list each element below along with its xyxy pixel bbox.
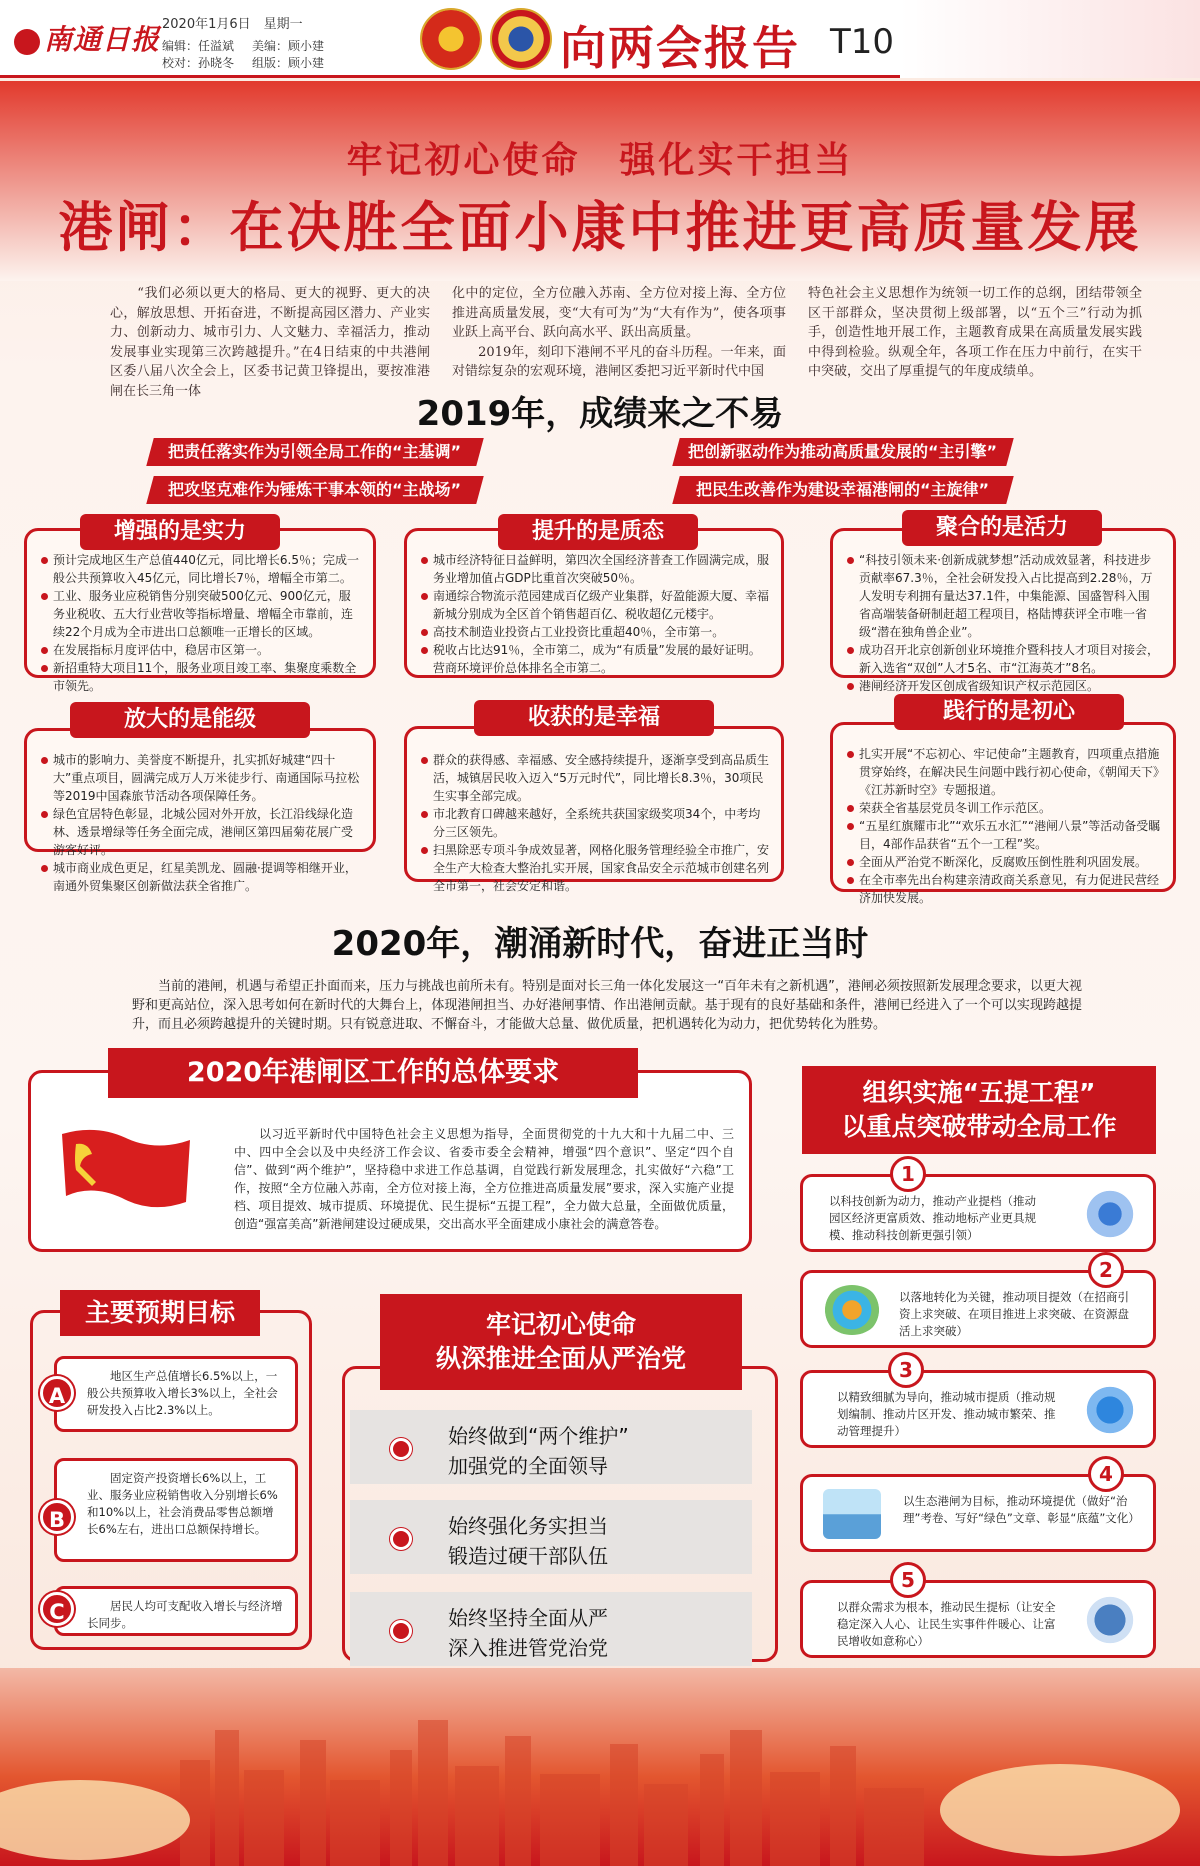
achievement-list [41,551,361,695]
party-item-line1: 始终做到“两个维护” [448,1424,629,1448]
party-item-line2: 锻造过硬干部队伍 [448,1544,608,1568]
list-item: 群众的获得感、幸福感、安全感持续提升，逐渐享受到高品质生活，城镇居民收入迈入“5万元时代”，同比增长8.3％，30项民生实事全部完成。 [421,751,769,805]
project-card-3 [800,1370,1156,1448]
party-item-2 [350,1500,752,1574]
project-number-badge: 1 [890,1156,926,1192]
project-text: 以生态港闸为目标，推动环境提优（做好“治理”考卷、写好“绿色”文章、彰显“底蕴”文化） [903,1494,1140,1525]
list-item: 在发展指标月度评估中，稳居市区第一。 [41,641,361,659]
section-2019-heading: 2019年，成绩来之不易 [416,394,784,434]
proofreader-credit: 校对：孙晓冬 [162,56,235,70]
party-item-line2: 深入推进管党治党 [448,1636,608,1660]
tech-icon [1081,1189,1139,1239]
overall-requirements-title: 2020年港闸区工作的总体要求 [108,1048,638,1098]
five-projects-title-line1: 组织实施“五提工程” [862,1078,1096,1107]
project-number-badge: 5 [890,1562,926,1598]
party-flag-icon [56,1124,196,1212]
page-section-title: 向两会报告 [560,21,800,75]
issue-date: 2020年1月6日 星期一 [162,17,303,32]
achievement-box-mission [830,722,1176,905]
goal-card-a [54,1356,298,1432]
achievement-box-vitality [830,528,1176,693]
party-item-line1: 始终强化务实担当 [448,1514,608,1538]
theme-pill-label: 把攻坚克难作为锤炼干事本领的“主战场” [168,480,462,499]
list-item: 荣获全省基层党员冬训工作示范区。 [847,799,1161,817]
project-number-badge: 2 [1088,1252,1124,1288]
list-item: 南通综合物流示范园建成百亿级产业集群，好盈能源大厦、幸福新城分别成为全区首个销售超百亿、税收超亿元楼宇。 [421,587,769,623]
project-text: 以群众需求为根本，推动民生提标（让安全稳定深入人心、让民生实事件件暖心、让富民增收如意称心） [837,1600,1056,1648]
newspaper-logo[interactable] [14,18,160,58]
head-icon [1081,1595,1139,1645]
masthead-decoration [900,0,1200,78]
party-item-line1: 始终坚持全面从严 [448,1606,608,1630]
goal-card-b [54,1458,298,1562]
party-item-1 [350,1410,752,1484]
project-text: 以精致细腻为导向，推动城市提质（推动规划编制、推动片区开发、推动城市繁荣、推动管理提升） [837,1390,1056,1438]
theme-pill-label: 把民生改善作为建设幸福港闸的“主旋律” [696,480,990,499]
list-item: 高技术制造业投资占工业投资比重超40％，全市第一。 [421,623,769,641]
cppcc-emblem-icon [490,8,552,70]
masthead [0,0,1200,78]
box-title-mission: 践行的是初心 [894,694,1124,730]
list-item: 预计完成地区生产总值440亿元，同比增长6.5％；完成一般公共预算收入45亿元，同比增长7％，增幅全市第二。 [41,551,361,587]
list-item: “科技引领未来·创新成就梦想”活动成效显著，科技进步贡献率67.3％，全社会研发投入占比提高到2.28％，万人发明专利拥有量达37.1件，中集能源、国盛智科入围省高端装备研制赶超工程项目，格陆博获评全市唯一省级“潜在独角兽企业”。 [847,551,1161,641]
achievement-box-happiness [404,726,784,893]
city-skyline-icon [0,1700,1200,1866]
list-item: 城市商业成色更足，红星美凯龙、圆融·提调等相继开业，南通外贸集聚区创新做法获全省推广。 [41,859,361,895]
list-item: 城市经济特征日益鲜明，第四次全国经济普查工作圆满完成，服务业增加值占GDP比重首次突破50％。 [421,551,769,587]
project-card-5 [800,1580,1156,1658]
globe-icon [1081,1385,1139,1435]
project-card-1 [800,1174,1156,1252]
list-item: 市北教育口碑越来越好，全系统共获国家级奖项34个，中考均分三区领先。 [421,805,769,841]
layout-credit: 组版：顾小建 [252,56,325,70]
box-title-vitality: 聚合的是活力 [902,510,1102,546]
logo-text: 南通日报 [44,23,161,56]
box-title-happiness: 收获的是幸福 [474,700,714,736]
list-item: 工业、服务业应税销售分别突破500亿元、900亿元，服务业税收、五大行业营收等指标增量、增幅全市靠前，连续22个月成为全市进出口总额唯一正增长的区域。 [41,587,361,641]
logo-mark-icon [14,29,40,55]
goal-card-c [54,1586,298,1636]
five-projects-title-line2: 以重点突破带动全局工作 [841,1112,1117,1141]
party-item-3 [350,1592,752,1666]
intro-column-2: 化中的定位，全方位融入苏南、全方位对接上海、全方位推进高质量发展，变“大有可为”为“大有作为”，使各项事业跃上高平台、跃向高水平、跃出高质量。 2019年，刻印下港闸不平凡的奋斗历程。一年来，面对错综复杂的宏观环境，港闸区委把习近平新时代中国 [452,286,786,379]
editor-credit: 编辑：任溢斌 [162,39,235,53]
theme-pill-3 [146,476,484,504]
project-text: 以科技创新为动力，推动产业提档（推动园区经济更富质效、推动地标产业更具规模、推动科技创新更强引领） [829,1194,1036,1242]
bullet-dot-icon [390,1528,412,1550]
theme-pill-4 [672,476,1014,504]
project-number-badge: 4 [1088,1456,1124,1492]
intro-column-1: “我们必须以更大的格局、更大的视野、更大的决心，解放思想、开拓奋进，不断提高园区潜力、产业实力、创新动力、城市引力、人文魅力、幸福活力，推动发展事业实现第三次跨越提升。”在4日结束的中共港闸区委八届八次全会上，区委书记黄卫锋提出，要按准港闸在长三角一体 [110,286,430,399]
designer-credit: 美编：顾小建 [252,39,325,53]
list-item: 成功召开北京创新创业环境推介暨科技人才项目对接会，新入选省“双创”人才5名、市“江海英才”8名。 [847,641,1161,677]
goal-letter-badge: A [40,1376,74,1410]
theme-pill-1 [146,438,484,466]
goals-title: 主要预期目标 [60,1290,260,1336]
headline: 港闸：在决胜全面小康中推进更高质量发展 [58,196,1142,259]
box-title-quality: 提升的是质态 [498,514,698,550]
party-title-line1: 牢记初心使命 [485,1310,636,1339]
overall-requirements-text: 以习近平新时代中国特色社会主义思想为指导，全面贯彻党的十九大和十九届二中、三中、四中全会以及中央经济工作会议、省委市委全会精神，增强“四个意识”、坚定“四个自信”、做到“两个维护”，坚持稳中求进工作总基调，自觉践行新发展理念，扎实做好“六稳”工作，按照“全方位融入苏南，全方位对接上海，全方位推进高质量发展”要求，深入实施产业提档、项目提效、城市提质、环境提优、民生提标“五提工程”，全力做大总量，全面做优质量，创造“强富美高”新港闸建设过硬成果，交出高水平全面建成小康社会的满意答卷。 [234,1127,734,1231]
achievement-box-scale [24,728,376,893]
page-number: T10 [830,22,895,62]
achievement-list [847,745,1161,907]
list-item: 城市的影响力、美誉度不断提升，扎实抓好城建“四十大”重点项目，圆满完成万人万米徒步行、南通国际马拉松等2019中国森旅节活动各项保障任务。 [41,751,361,805]
section-2020-heading: 2020年，潮涌新时代，奋进正当时 [331,924,869,964]
box-title-strength: 增强的是实力 [80,514,280,550]
intro-column-3: 特色社会主义思想作为统领一切工作的总纲，团结带领全区干部群众，坚决贯彻上级部署，以“五个三”行动为抓手，创造性地开展工作，主题教育成果在高质量发展实践中得到检验。纵观全年，各项工作在压力中前行，在实干中突破，交出了厚重提气的年度成绩单。 [808,286,1142,379]
achievement-list [421,551,769,677]
theme-pill-label: 把责任落实作为引领全局工作的“主基调” [168,442,462,461]
list-item: 港闸经济开发区创成省级知识产权示范园区。 [847,677,1161,695]
five-projects-title [802,1066,1156,1154]
national-emblem-icon [420,8,482,70]
kicker-title: 牢记初心使命 强化实干担当 [346,140,854,181]
goal-letter-badge: C [40,1592,74,1626]
achievement-box-quality [404,528,784,678]
section-2020-paragraph: 当前的港闸，机遇与希望正扑面而来，压力与挑战也前所未有。特别是面对长三角一体化发展这一“百年未有之新机遇”，港闸必须按照新发展理念要求，以更大视野和更高站位，深入思考如何在新时代的大舞台上，体现港闸担当、办好港闸事情、作出港闸贡献。基于现有的良好基础和条件，港闸已经进入了一个可以实现跨越提升，而且必须跨越提升的关键时期。只有锐意进取、不懈奋斗，才能做大总量、做优质量，把机遇转化为动力，把优势转化为胜势。 [132,979,1082,1032]
list-item: 新招重特大项目11个，服务业项目竣工率、集聚度乘数全市领先。 [41,659,361,695]
achievement-list [41,751,361,895]
list-item: “五星红旗耀市北”“欢乐五水汇”“港闸八景”等活动备受瞩目，4部作品获省“五个一工程”奖。 [847,817,1161,853]
achievement-box-strength [24,528,376,693]
goal-letter-badge: B [40,1500,74,1534]
goal-text: 固定资产投资增长6%以上，工业、服务业应税销售收入分别增长6%和10%以上，社会消费品零售总额增长6%左右，进出口总额保持增长。 [87,1471,278,1536]
list-item: 绿色宜居特色彰显，北城公园对外开放，长江沿线绿化造林、透景增绿等任务全面完成，港闸区第四届菊花展广受游客好评。 [41,805,361,859]
party-discipline-title [380,1294,742,1390]
list-item: 扫黑除恶专项斗争成效显著，网格化服务管理经验全市推广，安全生产大检查大整治扎实开展，国家食品安全示范城市创建名列全市第一，社会安定和谐。 [421,841,769,895]
list-item: 在全市率先出台构建亲清政商关系意见，有力促进民营经济加快发展。 [847,871,1161,907]
party-title-line2: 纵深推进全面从严治党 [435,1344,686,1373]
goal-text: 居民人均可支配收入增长与经济增长同步。 [87,1599,283,1630]
bullet-dot-icon [390,1438,412,1460]
theme-pill-2 [672,438,1014,466]
project-text: 以落地转化为关键，推动项目提效（在招商引资上求突破、在项目推进上求突破、在资源盘活上求突破） [899,1290,1129,1338]
party-item-line2: 加强党的全面领导 [448,1454,608,1478]
goal-text: 地区生产总值增长6.5%以上，一般公共预算收入增长3%以上，全社会研发投入占比2.3%以上。 [87,1369,278,1417]
project-number-badge: 3 [888,1352,924,1388]
city-icon [823,1489,881,1539]
achievement-list [847,551,1161,695]
list-item: 税收占比达91％，全市第二，成为“有质量”发展的最好证明。营商环境评价总体排名全市第二。 [421,641,769,677]
network-icon [823,1285,881,1335]
bullet-dot-icon [390,1620,412,1642]
achievement-list [421,751,769,895]
box-title-scale: 放大的是能级 [70,702,310,738]
list-item: 全面从严治党不断深化，反腐败压倒性胜利巩固发展。 [847,853,1161,871]
theme-pill-label: 把创新驱动作为推动高质量发展的“主引擎” [688,442,998,461]
list-item: 扎实开展“不忘初心、牢记使命”主题教育，四项重点措施贯穿始终，在解决民生问题中践行初心使命，《朝闻天下》《江苏新时空》专题报道。 [847,745,1161,799]
